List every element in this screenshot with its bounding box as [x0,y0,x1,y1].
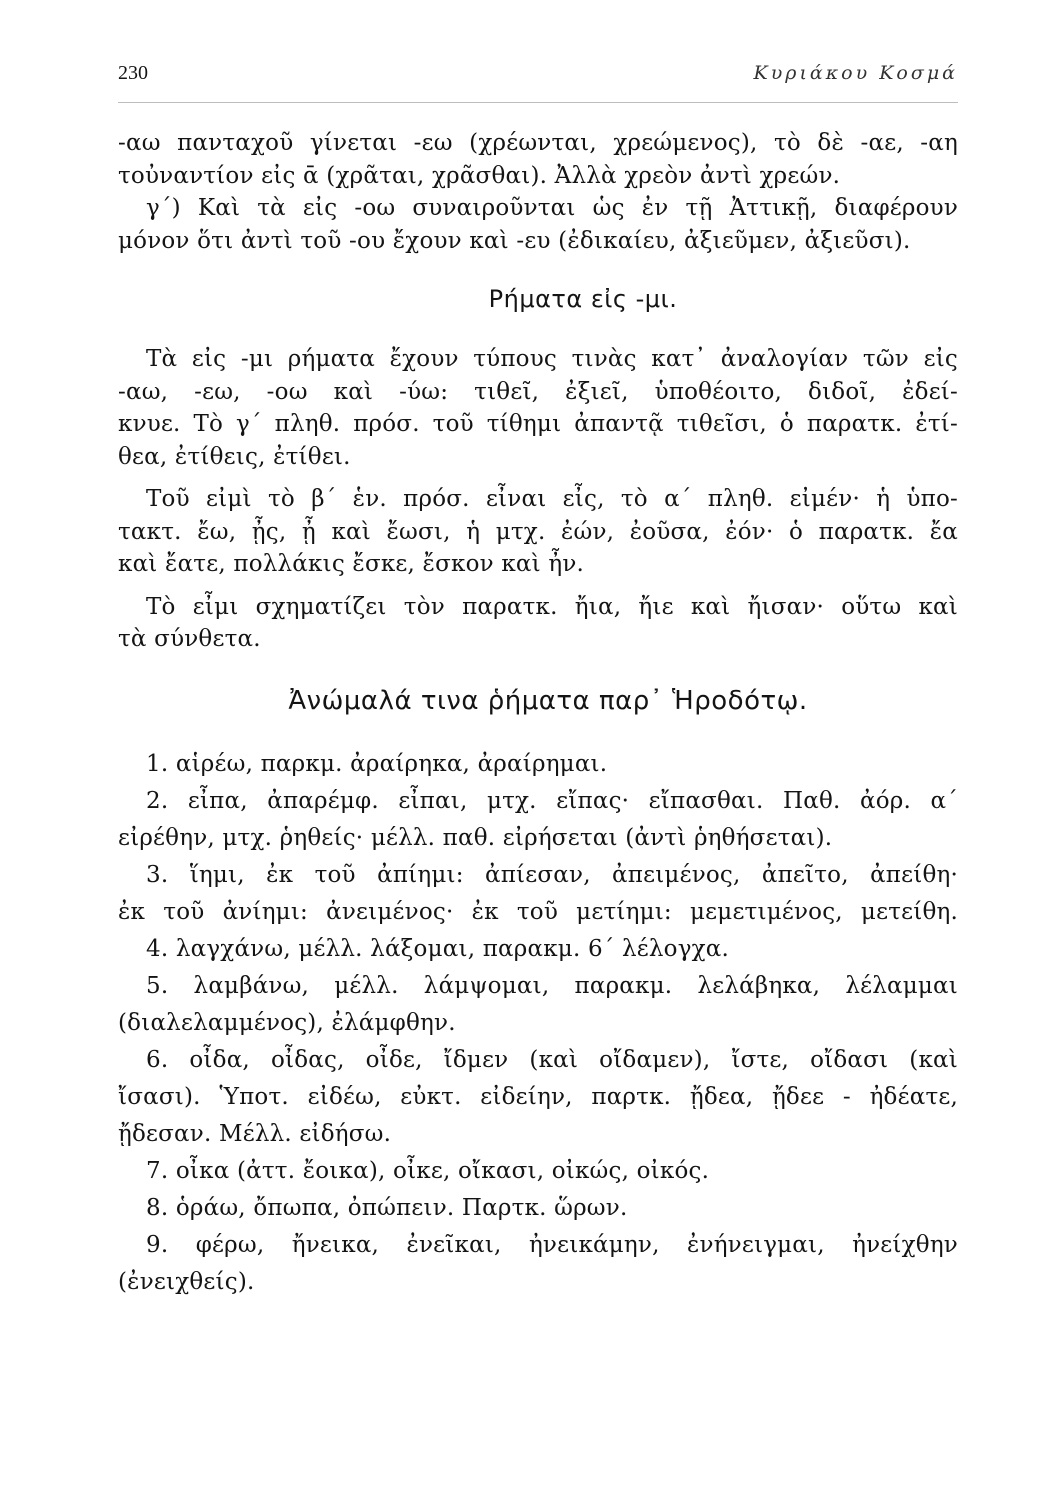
irregular-verbs-list [118,746,958,1301]
running-title: Κυριάκου Κοσμά [753,62,958,84]
paragraph-mi-verbs [118,343,958,473]
text-line: μόνον ὅτι ἀντὶ τοῦ -ου ἔχουν καὶ -ευ (ἐδικαίευ, ἀξιεῦμεν, ἀξιεῦσι). [118,227,911,254]
section-heading-mi-verbs: Ρήματα εἰς -μι. [488,285,678,313]
list-item: 3. ἵημι, ἐκ τοῦ ἀπίημι: ἀπίεσαν, ἀπειμένος, ἀπεῖτο, ἀπείθη· [146,861,958,888]
text-line: -αω, -εω, -οω καὶ -ύω: τιθεῖ, ἐξιεῖ, ὑποθέοιτο, διδοῖ, ἐδεί- [118,378,958,405]
text-line: τὰ σύνθετα. [118,626,261,652]
paragraph-contractions [118,127,958,257]
paragraph-eimi-go [118,591,958,656]
list-item: 2. εἶπα, ἀπαρέμφ. εἶπαι, μτχ. εἴπας· εἴπασθαι. Παθ. ἀόρ. α΄ [146,787,958,814]
list-item: 8. ὁράω, ὄπωπα, ὀπώπειν. Παρτκ. ὥρων. [146,1194,628,1221]
section-heading-herodotus: Ἀνώμαλά τινα ῥήματα παρ᾽ Ἡροδότῳ. [288,685,808,716]
text-line: -αω πανταχοῦ γίνεται -εω (χρέωνται, χρεώμενος), τὸ δὲ -αε, -αη [118,130,958,156]
list-item-continuation: ἐκ τοῦ ἀνίημι: ἀνειμένος· ἐκ τοῦ μετίημι: μεμετιμένος, μετείθη. [118,898,958,925]
list-item-continuation: εἰρέθην, μτχ. ῥηθείς· μέλλ. παθ. εἰρήσεται (ἀντὶ ῥηθήσεται). [118,824,833,851]
list-item: 7. οἶκα (ἀττ. ἔοικα), οἶκε, οἴκασι, οἰκώς, οἰκός. [146,1157,710,1184]
text-line: Τοῦ εἰμὶ τὸ β΄ ἑν. πρόσ. εἶναι εἶς, τὸ α΄ πληθ. εἰμέν· ἡ ὑπο- [146,486,958,512]
text-line: τακτ. ἔω, ᾖς, ᾖ καὶ ἔωσι, ἡ μτχ. ἐών, ἐοῦσα, ἐόν· ὁ παρατκ. ἔα [118,518,958,545]
page-number: 230 [118,62,148,84]
running-header [118,62,958,103]
text-line: τοὐναντίον εἰς ᾱ (χρᾶται, χρᾶσθαι). Ἀλλὰ χρεὸν ἀντὶ χρεών. [118,162,841,189]
list-item-continuation: ᾔδεσαν. Μέλλ. εἰδήσω. [118,1120,392,1147]
text-line: καὶ ἔατε, πολλάκις ἔσκε, ἔσκον καὶ ἦν. [118,551,585,577]
list-item-continuation: (διαλελαμμένος), ἐλάμφθην. [118,1009,456,1036]
book-page [118,62,958,1301]
list-item: 4. λαγχάνω, μέλλ. λάξομαι, παρακμ. 6΄ λέλογχα. [146,935,730,962]
list-item: 1. αἱρέω, παρκμ. ἀραίρηκα, ἀραίρημαι. [146,750,608,777]
list-item-continuation: (ἐνειχθείς). [118,1268,255,1295]
list-item: 5. λαμβάνω, μέλλ. λάμψομαι, παρακμ. λελάβηκα, λέλαμμαι [146,972,958,999]
paragraph-eimi [118,483,958,581]
text-line: Τὸ εἶμι σχηματίζει τὸν παρατκ. ἤια, ἤιε καὶ ἤισαν· οὕτω καὶ [146,593,958,620]
list-item-continuation: ἴσασι). Ὑποτ. εἰδέω, εὐκτ. εἰδείην, παρτκ. ᾔδεα, ᾔδεε - ἠδέατε, [118,1083,958,1110]
text-line: κνυε. Τὸ γ΄ πληθ. πρόσ. τοῦ τίθημι ἀπαντᾷ τιθεῖσι, ὁ παρατκ. ἐτί- [118,411,958,437]
text-line: γ΄) Καὶ τὰ εἰς -οω συναιροῦνται ὡς ἐν τῇ Ἀττικῇ, διαφέρουν [146,195,958,221]
page-body [118,127,958,1301]
text-line: Τὰ εἰς -μι ρήματα ἔχουν τύπους τινὰς κατ᾽ ἀναλογίαν τῶν εἰς [146,346,958,372]
text-line: θεα, ἐτίθεις, ἐτίθει. [118,443,351,470]
list-item: 6. οἶδα, οἶδας, οἶδε, ἴδμεν (καὶ οἴδαμεν), ἴστε, οἴδασι (καὶ [146,1046,958,1073]
list-item: 9. φέρω, ἤνεικα, ἐνεῖκαι, ἠνεικάμην, ἐνήνειγμαι, ἠνείχθην [146,1231,958,1258]
